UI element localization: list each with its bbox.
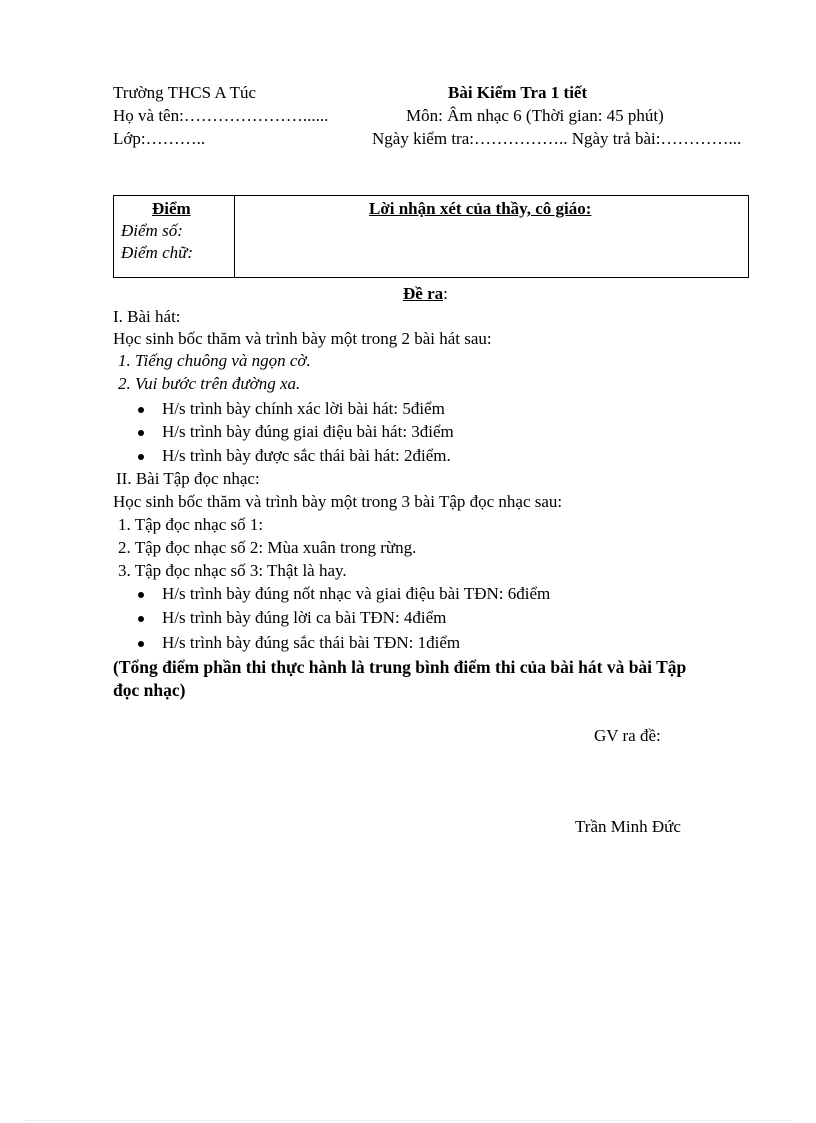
summary-note-line1: (Tổng điểm phần thi thực hành là trung bình điểm thi của bài hát và bài Tập (113, 657, 687, 677)
table-divider (234, 196, 235, 277)
summary-note-line2: đọc nhạc) (113, 680, 186, 700)
student-name-line: Họ và tên:…………………...... (113, 106, 329, 125)
criteria-item: H/s trình bày chính xác lời bài hát: 5điểm (138, 398, 445, 420)
teacher-name: Trần Minh Đức (575, 817, 681, 836)
teacher-comment-heading: Lời nhận xét của thầy, cô giáo: (369, 199, 592, 218)
bullet-icon (138, 407, 144, 413)
part2-intro: Học sinh bốc thăm và trình bày một trong 3 bài Tập đọc nhạc sau: (113, 492, 563, 511)
subject-line: Môn: Âm nhạc 6 (Thời gian: 45 phút) (406, 106, 664, 125)
score-heading: Điểm (152, 199, 191, 218)
exercise-item: 1. Tập đọc nhạc số 1: (118, 515, 264, 534)
school-name: Trường THCS A Túc (113, 83, 257, 102)
exercise-item: 2. Tập đọc nhạc số 2: Mùa xuân trong rừng. (118, 538, 417, 557)
song-item: 2. Vui bước trên đường xa. (118, 374, 301, 393)
criteria-item: H/s trình bày đúng sắc thái bài TĐN: 1điểm (138, 632, 460, 654)
part1-title: I. Bài hát: (113, 307, 181, 326)
criteria-item: H/s trình bày được sắc thái bài hát: 2điểm. (138, 445, 451, 467)
bullet-icon (138, 592, 144, 598)
exercise-item: 3. Tập đọc nhạc số 3: Thật là hay. (118, 561, 347, 580)
exam-heading: Đề ra: (403, 284, 448, 303)
score-table (113, 195, 749, 278)
criteria-item: H/s trình bày đúng lời ca bài TĐN: 4điểm (138, 607, 446, 629)
part2-title: II. Bài Tập đọc nhạc: (116, 469, 260, 488)
score-words-label: Điểm chữ: (121, 243, 194, 262)
criteria-item: H/s trình bày đúng giai điệu bài hát: 3điểm (138, 421, 454, 443)
bullet-icon (138, 454, 144, 460)
song-item: 1. Tiếng chuông và ngọn cờ. (118, 351, 311, 370)
bullet-icon (138, 641, 144, 647)
dates-line: Ngày kiểm tra:…………….. Ngày trả bài:…………... (372, 129, 742, 148)
criteria-item: H/s trình bày đúng nốt nhạc và giai điệu bài TĐN: 6điểm (138, 583, 550, 605)
bullet-icon (138, 616, 144, 622)
part1-intro: Học sinh bốc thăm và trình bày một trong 2 bài hát sau: (113, 329, 492, 348)
page-bottom-rule (24, 1120, 792, 1122)
class-line: Lớp:……….. (113, 129, 206, 148)
signature-label: GV ra đề: (594, 726, 661, 745)
bullet-icon (138, 430, 144, 436)
exam-title: Bài Kiểm Tra 1 tiết (448, 83, 588, 102)
score-number-label: Điểm số: (121, 221, 183, 240)
